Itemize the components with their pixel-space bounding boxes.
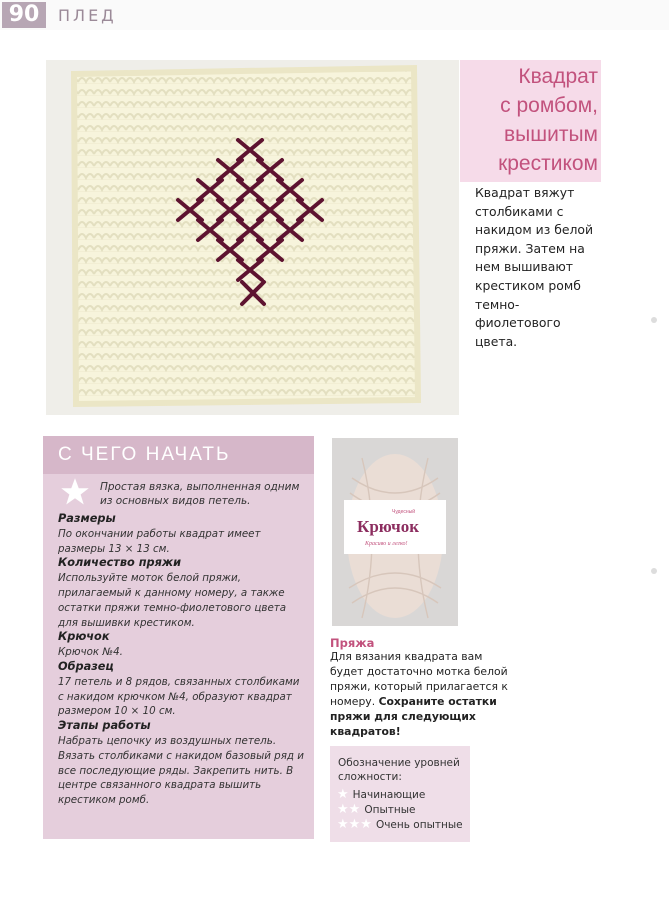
steps-text: Набрать цепочку из воздушных петель. Вязать столбиками с накидом базовый ряд и все последующие ряды. Закрепить нить. В центре связанного квадрата вышить крестиком ромб.: [58, 734, 304, 807]
crochet-square-image: [46, 60, 459, 415]
yarn-text: [330, 649, 510, 739]
difficulty-level-text: Простая вязка, выполненная одним из основных видов петель.: [100, 481, 300, 507]
steps-heading: Этапы работы: [58, 719, 151, 733]
binder-hole: [651, 568, 657, 574]
sizes-text: По окончании работы квадрат имеет размеры 13 × 13 см.: [58, 527, 261, 555]
hook-heading: Крючок: [58, 630, 110, 644]
hook-text: Крючок №4.: [58, 646, 123, 659]
instructions: [58, 512, 308, 808]
title-line: Квадрат: [518, 65, 598, 88]
title-line: с ромбом,: [500, 94, 598, 117]
yarn-heading: Пряжа: [330, 636, 375, 650]
legend-title: Обозначение уровней сложности:: [338, 757, 460, 783]
yarn-paragraph: Для вязания квадрата вам будет достаточно мотка белой пряжи, который прилагается к номеру.: [330, 650, 508, 708]
article-title: [464, 62, 598, 178]
yarn-label-small: Чудесный: [392, 509, 416, 515]
yarn-amount-text: Используйте моток белой пряжи, прилагаемый к данному номеру, а также остатки пряжи темно-фиолетового цвета для вышивки крестиком.: [58, 572, 287, 629]
intro-text: Квадрат вяжут столбиками с накидом из белой пряжи. Затем на нем вышивают крестиком ромб темно-фиолетового цвета.: [475, 185, 594, 349]
legend-label: Опытные: [364, 804, 416, 816]
star-icon: ★: [337, 787, 349, 802]
sizes-heading: Размеры: [58, 512, 116, 525]
star-icon: ★★★: [337, 817, 372, 832]
legend-label: Очень опытные: [375, 819, 463, 831]
page-number: 90: [2, 2, 46, 28]
yarn-label-brand: Крючок: [357, 517, 420, 536]
title-line: крестиком: [498, 152, 598, 175]
yarn-skein-photo: [332, 438, 458, 626]
crochet-square-photo: [46, 60, 459, 415]
star-icon: [60, 477, 90, 507]
legend-row-expert: [337, 817, 463, 832]
gauge-text: 17 петель и 8 рядов, связанных столбиками с накидом крючком №4, образуют квадрат размером 10 × 10 см.: [58, 675, 300, 718]
yarn-amount-heading: Количество пряжи: [58, 556, 181, 570]
title-line: вышитым: [504, 123, 598, 146]
legend-row-experienced: [337, 802, 415, 817]
binder-hole: [651, 317, 657, 323]
gauge-heading: Образец: [58, 659, 114, 673]
yarn-bold-note: Сохраните остатки пряжи для следующих квадратов!: [330, 695, 497, 738]
legend-row-beginner: [337, 787, 425, 802]
legend-label: Начинающие: [352, 789, 426, 801]
section-title: ПЛЕД: [58, 6, 117, 25]
yarn-skein-image: [332, 438, 458, 626]
star-icon: ★★: [337, 802, 361, 817]
how-to-start-title: С ЧЕГО НАЧАТЬ: [58, 444, 231, 465]
yarn-label-tagline: Красиво и легко!: [365, 541, 408, 547]
